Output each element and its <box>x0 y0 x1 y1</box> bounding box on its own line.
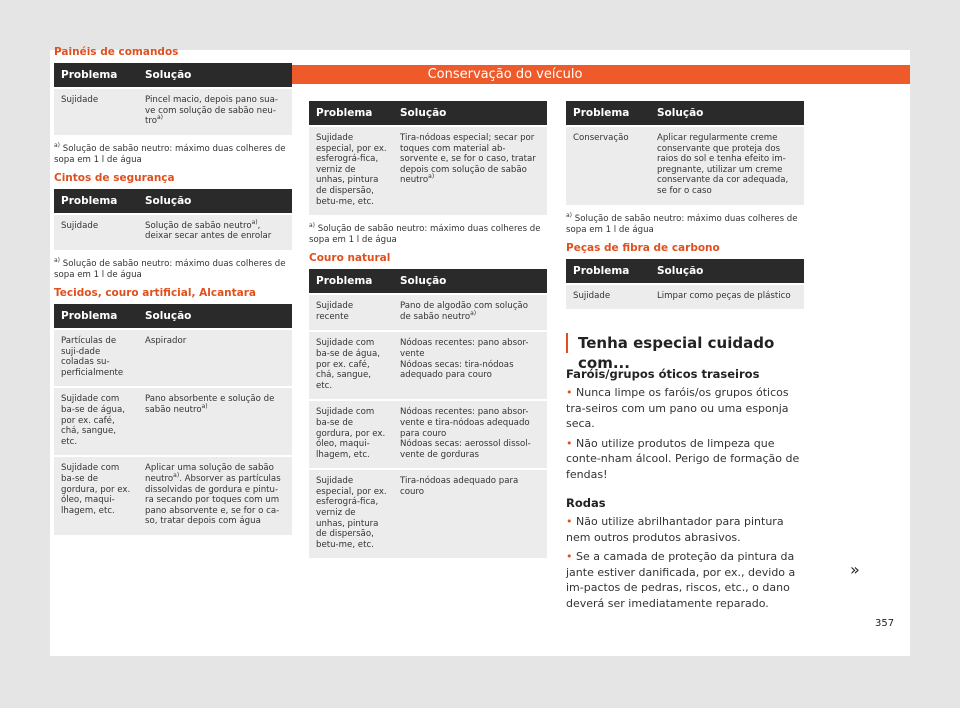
section-title-tecidos: Tecidos, couro artificial, Alcantara <box>54 286 256 299</box>
cell-problem: Partículas de suji-dade coladas su-perficialmente <box>54 329 138 387</box>
th-problem: Problema <box>54 63 138 88</box>
footnote-mark: a) <box>566 211 573 219</box>
footnote-ref: a) <box>201 403 208 411</box>
table-tecidos <box>54 304 292 535</box>
bullet-text: Não utilize produtos de limpeza que conte-nham álcool. Perigo de formação de fendas! <box>566 436 800 481</box>
cell-solution: Aplicar regularmente creme conservante que proteja dos raios do sol e tenha efeito im-pregnante, utilizar um creme conservante da cor adequada, se for o caso <box>650 126 804 205</box>
cell-problem: Sujidade recente <box>309 294 393 331</box>
footnote-mark: a) <box>309 222 316 230</box>
cell-solution-text-2: Nódoas secas: tira-nódoas adequado para couro <box>400 359 514 381</box>
bullet-item <box>566 385 804 432</box>
footnote-mark: a) <box>54 141 61 149</box>
bullet-item <box>566 514 804 545</box>
continue-arrow-icon: » <box>850 560 860 579</box>
bullet-icon: • <box>566 550 573 564</box>
cell-solution-text-2: . Absorver as partículas dissolvidas de gordura e pintu-ra secando por toques com um pano absorvente e, se for o ca-so, tratar depois com água <box>145 473 281 527</box>
table-row <box>309 469 547 558</box>
cell-solution-text: Tira-nódoas especial; secar por toques com material ab-sorvente e, se for o caso, tratar depois com solução de sabão neutro <box>400 133 536 186</box>
th-solution: Solução <box>650 101 804 126</box>
th-solution: Solução <box>138 63 292 88</box>
cell-problem: Sujidade com ba-se de gordura, por ex. óleo, maqui-lhagem, etc. <box>54 456 138 535</box>
cell-solution <box>138 88 292 135</box>
cell-solution <box>393 331 547 400</box>
table-paineis <box>54 63 292 135</box>
table-row <box>309 400 547 469</box>
section-title-couro: Couro natural <box>309 252 391 265</box>
table-row <box>54 88 292 135</box>
table-row <box>309 294 547 331</box>
cell-solution <box>138 214 292 250</box>
footnote-ref: a) <box>428 173 435 181</box>
column-3 <box>566 101 804 611</box>
bullet-icon: • <box>566 386 573 400</box>
table-cintos <box>54 189 292 250</box>
cell-solution-text-2: Nódoas secas: aerossol dissol-vente de gorduras <box>400 439 531 460</box>
cell-solution <box>138 387 292 456</box>
cell-solution <box>138 456 292 535</box>
cell-problem: Sujidade com ba-se de gordura, por ex. óleo, maqui-lhagem, etc. <box>309 400 393 469</box>
table-row <box>54 456 292 535</box>
table-row <box>309 331 547 400</box>
th-solution: Solução <box>138 304 292 329</box>
bullet-icon: • <box>566 436 573 450</box>
column-2 <box>309 101 547 558</box>
footnote <box>54 141 292 166</box>
table-row <box>54 387 292 456</box>
cell-problem: Sujidade com ba-se de água, por ex. café, chá, sangue, etc. <box>309 331 393 400</box>
footnote <box>54 259 292 281</box>
table-row <box>54 214 292 250</box>
rodas-title: Rodas <box>566 496 606 511</box>
cell-solution: Tira-nódoas adequado para couro <box>393 469 547 558</box>
footnote-text: Solução de sabão neutro: máximo duas colheres de sopa em 1 l de água <box>566 213 798 235</box>
footnote-ref: a) <box>470 309 477 317</box>
page-number: 357 <box>875 618 895 629</box>
footnote <box>566 211 804 236</box>
th-solution: Solução <box>393 101 547 126</box>
cell-solution <box>393 126 547 215</box>
th-problem: Problema <box>309 269 393 294</box>
bullet-text: Se a camada de proteção da pintura da jante estiver danificada, por ex., devido a im-pactos de pedras, riscos, etc., o dano deverá ser imediatamente reparado. <box>566 550 796 610</box>
table-row <box>566 284 804 310</box>
footnote <box>309 224 547 246</box>
cell-problem: Sujidade com ba-se de água, por ex. café, chá, sangue, etc. <box>54 387 138 456</box>
footnote-ref: a) <box>251 218 258 226</box>
section-title-carbono: Peças de fibra de carbono <box>566 241 720 254</box>
cell-problem: Sujidade especial, por ex. esferográ-fica, verniz de unhas, pintura de dispersão, betu-me, etc. <box>309 469 393 558</box>
bullet-icon: • <box>566 515 573 529</box>
cell-solution-text: Aplicar uma solução de sabão neutro <box>145 463 274 484</box>
table-row <box>54 329 292 387</box>
bullet-item <box>566 549 804 611</box>
table-col3 <box>566 101 804 205</box>
cell-solution-text: Pano de algodão com solução de sabão neutro <box>400 301 528 322</box>
table-carbono <box>566 259 804 310</box>
cell-problem: Sujidade especial, por ex. esferográ-fica, verniz de unhas, pintura de dispersão, betu-me, etc. <box>309 126 393 215</box>
th-problem: Problema <box>309 101 393 126</box>
page-header: Conservação do veículo <box>100 65 910 84</box>
footnote-ref: a) <box>156 114 164 122</box>
table-row <box>566 126 804 205</box>
bullet-item <box>566 436 804 483</box>
cell-solution: Aspirador <box>138 329 292 387</box>
th-solution: Solução <box>138 189 292 214</box>
th-problem: Problema <box>566 259 650 284</box>
cell-problem: Conservação <box>566 126 650 205</box>
special-care-title: Tenha especial cuidado com... <box>566 333 804 353</box>
table-row <box>309 126 547 215</box>
footnote-ref: a) <box>173 472 180 480</box>
cell-solution-text: Nódoas recentes: pano absor-vente <box>400 338 529 359</box>
bullet-text: Nunca limpe os faróis/os grupos óticos tra-seiros com um pano ou uma esponja seca. <box>566 386 789 431</box>
footnote-text: Solução de sabão neutro: máximo duas colheres de sopa em 1 l de água <box>54 143 286 165</box>
th-problem: Problema <box>54 304 138 329</box>
th-solution: Solução <box>650 259 804 284</box>
column-1 <box>54 46 292 535</box>
cell-problem: Sujidade <box>566 284 650 310</box>
cell-solution <box>393 400 547 469</box>
cell-solution-text: Pano absorbente e solução de sabão neutro <box>145 394 275 415</box>
farois-title: Faróis/grupos óticos traseiros <box>566 367 760 382</box>
table-couro <box>309 269 547 558</box>
table-col2 <box>309 101 547 215</box>
cell-solution-text: Solução de sabão neutro <box>145 220 252 231</box>
bullet-text: Não utilize abrilhantador para pintura nem outros produtos abrasivos. <box>566 515 784 544</box>
section-title-paineis: Painéis de comandos <box>54 46 179 58</box>
cell-solution: Limpar como peças de plástico <box>650 284 804 310</box>
cell-solution <box>393 294 547 331</box>
th-problem: Problema <box>54 189 138 214</box>
cell-problem: Sujidade <box>54 214 138 250</box>
cell-solution-text: Pincel macio, depois pano sua-ve com solução de sabão neu-tro <box>145 95 278 127</box>
cell-solution-text: Nódoas recentes: pano absor-vente e tira-nódoas adequado para couro <box>400 407 530 439</box>
footnote-text: Solução de sabão neutro: máximo duas colheres de sopa em 1 l de água <box>54 258 286 280</box>
th-solution: Solução <box>393 269 547 294</box>
footnote-mark: a) <box>54 257 61 265</box>
cell-solution-text-2: , deixar secar antes de enrolar <box>145 220 272 242</box>
cell-problem: Sujidade <box>54 88 138 135</box>
section-title-cintos: Cintos de segurança <box>54 171 175 184</box>
th-problem: Problema <box>566 101 650 126</box>
footnote-text: Solução de sabão neutro: máximo duas colheres de sopa em 1 l de água <box>309 224 541 246</box>
